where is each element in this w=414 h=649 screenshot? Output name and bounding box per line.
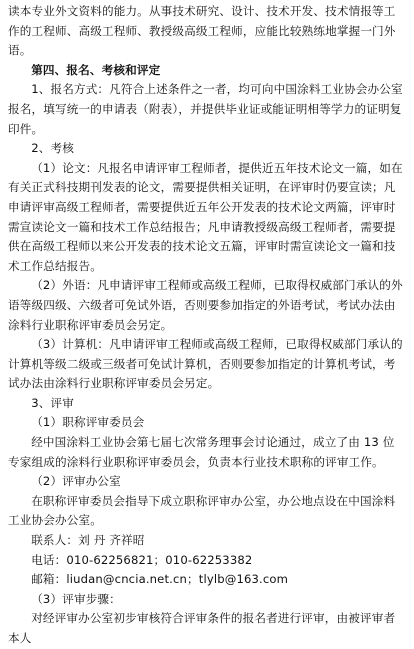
section-heading-registration: 第四、报名、考核和评定 [31, 62, 161, 77]
paragraph-review-committee: 经中国涂料工业协会第七届七次常务理事会讨论通过，成立了由 13 位专家组成的涂料行业职称评审委员会，负责本行业技术职称的评审工作。 [8, 435, 395, 469]
subheading-review: 3、评审 [31, 395, 74, 410]
paragraph-thesis: （1）论文：凡报名申请评审工程师者，提供近五年技术论文一篇，如在有关正式科技期刊发表的论文，需要提供相关证明，在评审时仍要宣读；凡申请评审高级工程师者，需要提供近五年公开发表的技术论文两篇，评审时需宣读论文一篇和技术工作总结报告；凡申请教授级高级工程师者，需要提供在高级工程师以来公开发表的技术论文五篇，评审时需宣读论文一篇和技术工作总结报告。 [8, 160, 403, 273]
subheading-assessment: 2、考核 [31, 141, 74, 156]
contact-email: 邮箱：liudan@cncia.net.cn；tlylb@163.com [31, 572, 289, 587]
paragraph-foreign-language-ability: 读本专业外文资料的能力。从事技术研究、设计、技术开发、技术情报等工作的工程师、高级工程师、教授级高级工程师，应能比较熟练地掌握一门外语。 [8, 4, 396, 58]
subheading-review-committee: （1）职称评审委员会 [31, 415, 145, 430]
contact-persons: 联系人：刘 丹 齐祥昭 [31, 533, 145, 548]
paragraph-foreign-language: （2）外语：凡申请评审工程师或高级工程师，已取得权威部门承认的外语等级四级、六级者可免试外语，否则要参加指定的外语考试，考试办法由涂料行业职称评审委员会另定。 [8, 278, 403, 332]
subheading-review-steps: （3）评审步骤： [31, 591, 121, 606]
subheading-review-office: （2）评审办公室 [31, 474, 121, 489]
paragraph-registration-method: 1、报名方式：凡符合上述条件之一者，均可向中国涂料工业协会办公室报名，填写统一的申请表（附表），并提供毕业证或能证明相等学力的证明复印件。 [8, 82, 403, 136]
paragraph-review-office: 在职称评审委员会指导下成立职称评审办公室，办公地点设在中国涂料工业协会办公室。 [8, 493, 396, 528]
paragraph-review-steps: 对经评审办公室初步审核符合评审条件的报名者进行评审，由被评审者本人 [8, 611, 396, 645]
contact-phone: 电话：010-62256821；010-62253382 [31, 552, 253, 567]
paragraph-computer: （3）计算机：凡申请评审工程师或高级工程师，已取得权威部门承认的计算机等级二级或三级者可免试计算机，否则要参加指定的计算机考试，考试办法由涂料行业职称评审委员会另定。 [8, 337, 403, 391]
